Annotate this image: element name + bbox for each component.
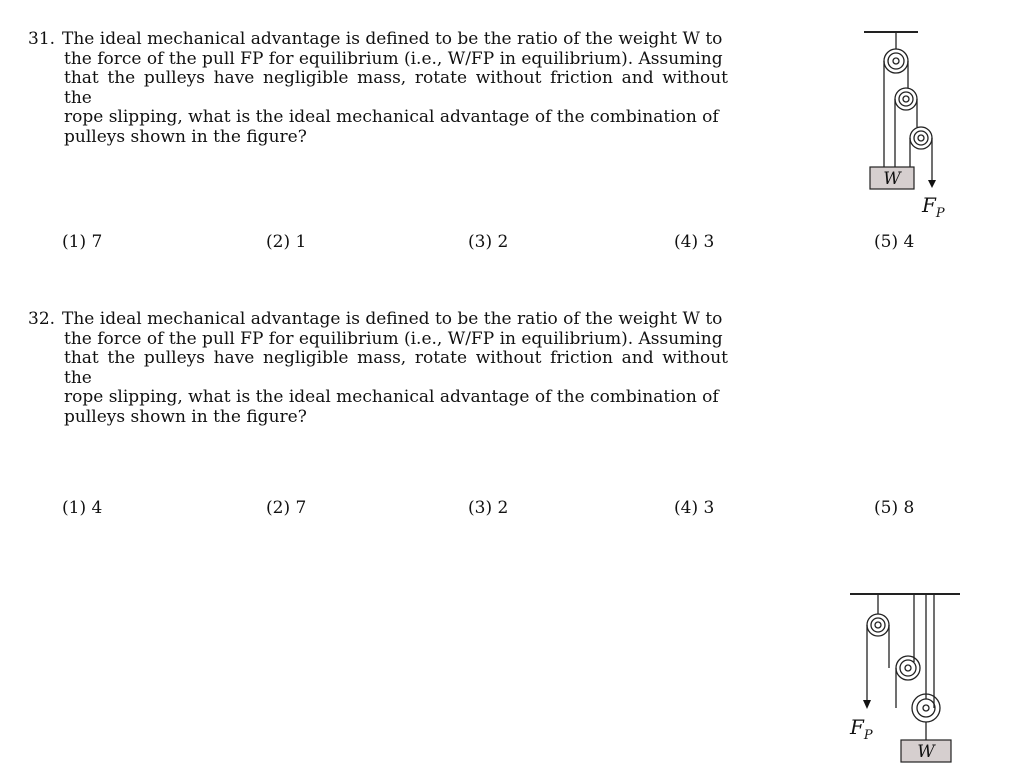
force-label: $F_P$ (922, 193, 945, 221)
option-4[interactable]: (4) 3 (674, 498, 715, 518)
option-3[interactable]: (3) 2 (468, 232, 509, 252)
question-line: the force of the pull FP for equilibrium (i.e., W/FP in equilibrium). Assuming (64, 328, 723, 349)
question-line: The ideal mechanical advantage is defined to be the ratio of the weight W to (62, 29, 723, 49)
question-31 (0, 0, 1024, 282)
question-line: the force of the pull FP for equilibrium (i.e., W/FP in equilibrium). Assuming (64, 48, 723, 69)
question-line: pulleys shown in the figure? (64, 126, 307, 147)
pulley-3 (910, 127, 932, 149)
pulley-2 (896, 656, 920, 680)
weight-label: W (883, 169, 901, 189)
question-number: 31. (28, 29, 56, 49)
option-1[interactable]: (1) 7 (62, 232, 103, 252)
support-rods (878, 594, 934, 708)
option-4[interactable]: (4) 3 (674, 232, 715, 252)
question-line: that the pulleys have negligible mass, rotate without friction and without the (64, 68, 728, 108)
ropes (867, 625, 926, 740)
option-2[interactable]: (2) 1 (266, 232, 307, 252)
option-3[interactable]: (3) 2 (468, 498, 509, 518)
weight-label: W (917, 742, 935, 762)
pull-arrow (863, 700, 871, 709)
pulley-figure-31 (852, 26, 962, 226)
question-line: rope slipping, what is the ideal mechanical advantage of the combination of (64, 387, 719, 407)
question-line: that the pulleys have negligible mass, rotate without friction and without the (64, 348, 728, 388)
option-5[interactable]: (5) 8 (874, 498, 915, 518)
question-line: rope slipping, what is the ideal mechanical advantage of the combination of (64, 107, 719, 127)
question-line: pulleys shown in the figure? (64, 406, 307, 427)
option-1[interactable]: (1) 4 (62, 498, 103, 518)
pulley-2 (895, 88, 917, 110)
pulley-1 (884, 49, 908, 73)
pulley-1 (867, 614, 889, 636)
question-number: 32. (28, 309, 56, 329)
pull-arrow (928, 180, 936, 188)
option-2[interactable]: (2) 7 (266, 498, 307, 518)
question-32-text (28, 310, 728, 427)
force-label: $F_P$ (850, 715, 873, 743)
question-32 (0, 282, 1024, 762)
pulley-figure-32 (840, 582, 970, 772)
ropes (884, 61, 932, 181)
question-31-text (28, 30, 728, 147)
question-line: The ideal mechanical advantage is defined to be the ratio of the weight W to (62, 309, 723, 329)
option-5[interactable]: (5) 4 (874, 232, 915, 252)
